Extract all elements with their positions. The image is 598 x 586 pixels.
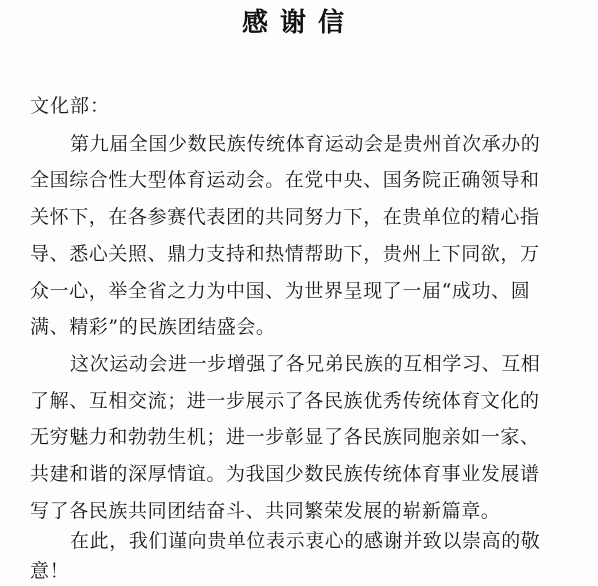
paragraph-1-line-6: 满、精彩”的民族团结盛会。 — [30, 316, 276, 338]
paragraph-2-line-4: 共建和谐的深厚情谊。为我国少数民族传统体育事业发展谱 — [30, 463, 540, 485]
paragraph-2-line-1: 这次运动会进一步增强了各兄弟民族的互相学习、互相 — [70, 353, 541, 375]
paragraph-1-line-3: 关怀下，在各参赛代表团的共同努力下，在贵单位的精心指 — [30, 206, 540, 228]
letter-title: 感谢信 — [241, 8, 356, 38]
paragraph-2-line-3: 无穷魅力和勃勃生机；进一步彰显了各民族同胞亲如一家、 — [30, 426, 540, 448]
paragraph-3-line-1: 在此，我们谨向贵单位表示衷心的感谢并致以崇高的敬 — [70, 530, 541, 552]
paragraph-1-line-5: 众一心，举全省之力为中国、为世界呈现了一届“成功、圆 — [30, 280, 531, 302]
paragraph-2-line-2: 了解、互相交流；进一步展示了各民族优秀传统体育文化的 — [30, 390, 540, 412]
paragraph-1-line-4: 导、悉心关照、鼎力支持和热情帮助下，贵州上下同欲，万 — [30, 243, 540, 265]
salutation: 文化部： — [30, 95, 111, 117]
paragraph-1-line-2: 全国综合性大型体育运动会。在党中央、国务院正确领导和 — [30, 169, 540, 191]
paragraph-3-line-2: 意！ — [30, 560, 70, 582]
paragraph-1-line-1: 第九届全国少数民族传统体育运动会是贵州首次承办的 — [70, 133, 541, 155]
paragraph-2-line-5: 写了各民族共同团结奋斗、共同繁荣发展的崭新篇章。 — [30, 500, 501, 522]
